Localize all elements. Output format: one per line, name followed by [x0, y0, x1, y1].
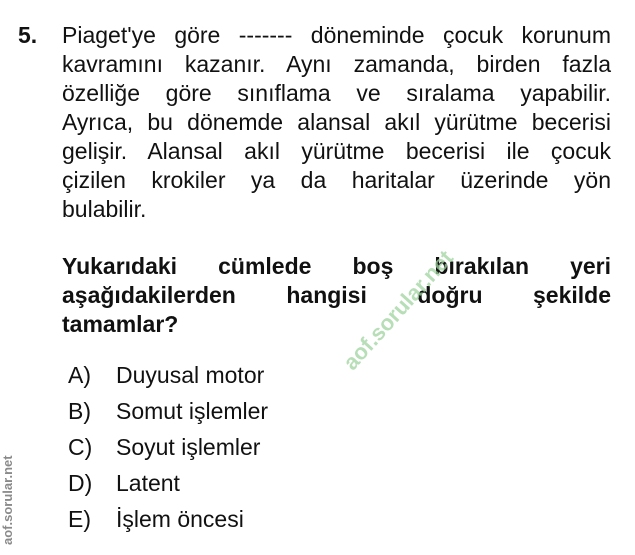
- option-letter: D): [68, 470, 93, 496]
- prompt-line: tamamlar?: [62, 311, 179, 337]
- side-watermark: aof.sorular.net: [0, 455, 15, 545]
- question-number: 5.: [18, 22, 38, 48]
- option-text: Latent: [116, 470, 180, 496]
- option-text: Somut işlemler: [116, 398, 269, 424]
- option-text: Duyusal motor: [116, 362, 265, 388]
- question-line: özelliğe göre sınıflama ve sıralama yapabilir.: [62, 80, 611, 106]
- option-a[interactable]: [68, 358, 264, 392]
- option-d[interactable]: [68, 466, 180, 500]
- option-b[interactable]: [68, 394, 268, 428]
- question-line: gelişir. Alansal akıl yürütme becerisi ile çocuk: [62, 138, 611, 164]
- prompt-line: aşağıdakilerden hangisi doğru şekilde: [62, 282, 611, 308]
- question-line: Ayrıca, bu dönemde alansal akıl yürütme becerisi: [62, 109, 611, 135]
- question-line: Piaget'ye göre ------- döneminde çocuk korunum: [62, 22, 611, 48]
- question-line: bulabilir.: [62, 196, 147, 222]
- option-letter: B): [68, 398, 91, 424]
- option-letter: E): [68, 506, 91, 532]
- question-line: çizilen krokiler ya da haritalar üzerinde yön: [62, 167, 611, 193]
- option-e[interactable]: [68, 502, 244, 536]
- watermark: aof.sorular.net: [338, 245, 459, 375]
- prompt-line: Yukarıdaki cümlede boş bırakılan yeri: [62, 253, 611, 279]
- option-c[interactable]: [68, 430, 260, 464]
- option-letter: C): [68, 434, 93, 460]
- option-text: İşlem öncesi: [116, 506, 244, 532]
- option-text: Soyut işlemler: [116, 434, 261, 460]
- question-line: kavramını kazanır. Aynı zamanda, birden fazla: [62, 51, 611, 77]
- option-letter: A): [68, 362, 91, 388]
